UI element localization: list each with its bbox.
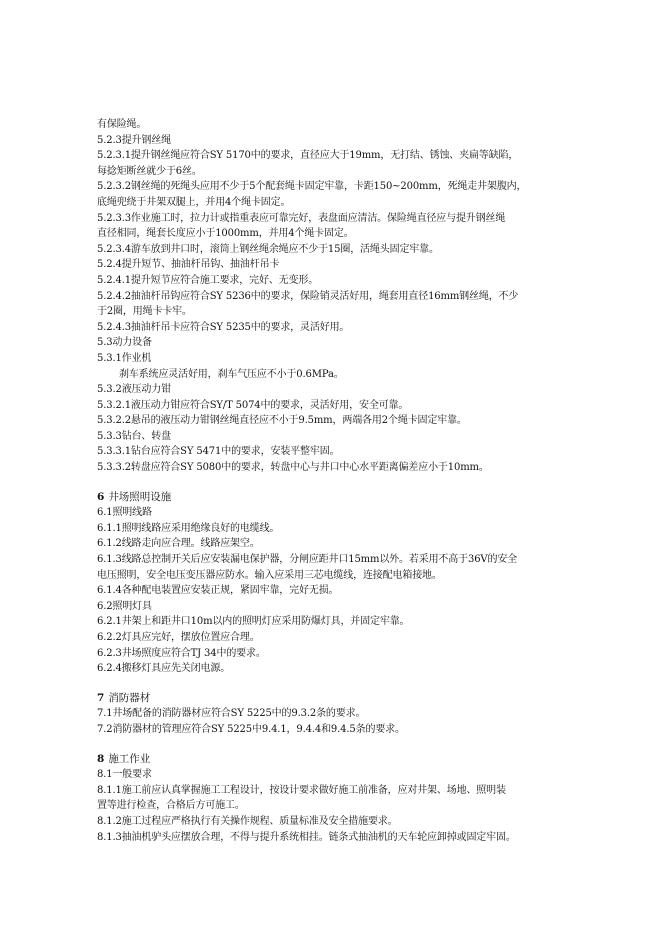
section-title: 井场照明设施 [108, 490, 172, 503]
body-line: 5.2.4.1提升短节应符合施工要求，完好、无变形。 [97, 274, 319, 286]
section-title: 施工作业 [108, 752, 151, 765]
body-line: 5.3动力设备 [97, 337, 152, 349]
section-number: 7 [97, 691, 105, 704]
section-7-heading [97, 691, 582, 707]
body-line: 5.3.3.2转盘应符合SY 5080中的要求，转盘中心与井口中心水平距离偏差应小于10mm。 [97, 462, 489, 474]
body-line: 5.2.3.4游车放到井口时，滚筒上钢丝绳余绳应不少于15圈，活绳头固定牢靠。 [97, 243, 439, 255]
document-page [97, 117, 582, 845]
body-line: 5.3.1作业机 [97, 352, 152, 364]
body-line: 底绳兜绕于井架双腿上，并用4个绳卡固定。 [97, 196, 291, 208]
body-line: 6.1.4各种配电装置应安装正规，紧固牢靠，完好无损。 [97, 585, 339, 597]
body-line: 5.2.3.3作业施工时，拉力计或指重表应可靠完好，表盘面应清洁。保险绳直径应与提升钢丝绳 [97, 212, 506, 224]
body-line: 5.2.3.2钢丝绳的死绳头应用不少于5个配套绳卡固定牢靠，卡距150~200mm，死绳走井架腹内， [97, 181, 527, 193]
body-line: 8.1.3抽油机驴头应摆放合理，不得与提升系统相挂。链条式抽油机的天车轮应卸掉或固定牢固。 [97, 831, 516, 843]
body-line: 5.2.4.3抽油杆吊卡应符合SY 5235中的要求，灵活好用。 [97, 321, 350, 333]
body-line: 直径相同，绳套长度应小于1000mm，并用4个绳卡固定。 [97, 228, 354, 240]
body-line: 6.1.2线路走向应合理。线路应架空。 [97, 538, 260, 550]
body-line: 6.1.1照明线路应采用绝缘良好的电缆线。 [97, 522, 280, 534]
body-line: 7.2消防器材的管理应符合SY 5225中9.4.1，9.4.4和9.4.5条的要求。 [97, 723, 405, 735]
body-line: 每捻矩断丝就少于6丝。 [97, 165, 202, 177]
section-number: 6 [97, 490, 105, 503]
body-line: 6.2.1井架上和距井口10m以内的照明灯应采用防爆灯具，并固定牢靠。 [97, 616, 410, 628]
body-line: 刹车系统应灵活好用，刹车气压应不小于0.6MPa。 [119, 368, 344, 380]
body-line: 于2圈，用绳卡卡牢。 [97, 306, 192, 318]
section-8-heading [97, 752, 582, 768]
body-line: 置等进行检查，合格后方可施工。 [97, 800, 245, 812]
section-8-body [97, 767, 582, 845]
body-line: 6.1.3线路总控制开关后应安装漏电保护器，分闸应距井口15mm以外。若采用不高于36V的安全 [97, 554, 518, 566]
body-line: 8.1.1施工前应认真掌握施工工程设计，按设计要求做好施工前准备，应对井架、场地、照明装 [97, 784, 506, 796]
body-line: 5.3.2.2悬吊的液压动力钳钢丝绳直径应不小于9.5mm，两端各用2个绳卡固定牢靠。 [97, 415, 467, 427]
section-5-continued [97, 117, 582, 367]
body-line: 8.1一般要求 [97, 769, 152, 781]
section-number: 8 [97, 752, 105, 765]
body-line: 5.3.3.1钻台应符合SY 5471中的要求，安装平整牢固。 [97, 446, 340, 458]
body-line: 5.3.3钻台、转盘 [97, 430, 171, 442]
body-line: 5.3.2.1液压动力钳应符合SY/T 5074中的要求，灵活好用，安全可靠。 [97, 399, 409, 411]
body-line: 7.1井场配备的消防器材应符合SY 5225中的9.3.2条的要求。 [97, 708, 366, 720]
section-5-3-continued [97, 382, 582, 476]
body-line: 6.1照明线路 [97, 507, 152, 519]
section-7-body [97, 706, 582, 737]
section-6-heading [97, 490, 582, 506]
body-line: 5.2.4提升短节、抽油杆吊钩、抽油杆吊卡 [97, 259, 280, 271]
body-line: 6.2照明灯具 [97, 600, 152, 612]
body-line: 5.2.3提升钢丝绳 [97, 134, 171, 146]
body-line: 6.2.3井场照度应符合TJ 34中的要求。 [97, 647, 266, 659]
body-line: 有保险绳。 [97, 119, 147, 130]
body-line: 6.2.2灯具应完好，摆放位置应合理。 [97, 632, 260, 643]
body-line: 电压照明，安全电压变压器应防水。输入应采用三芯电缆线，连接配电箱接地。 [97, 569, 442, 581]
body-line: 5.3.2液压动力钳 [97, 384, 171, 396]
body-line: 5.2.4.2抽油杆吊钩应符合SY 5236中的要求，保险销灵活好用，绳套用直径16mm钢丝绳，不少 [97, 290, 519, 302]
body-line: 8.1.2施工过程应严格执行有关操作规程、质量标准及安全措施要求。 [97, 815, 398, 827]
body-line: 6.2.4搬移灯具应先关闭电源。 [97, 663, 231, 675]
body-line: 5.2.3.1提升钢丝绳应符合SY 5170中的要求，直径应大于19mm，无打结、锈蚀、夹扁等缺陷， [97, 150, 519, 162]
section-title: 消防器材 [108, 691, 151, 704]
section-6-body [97, 505, 582, 677]
